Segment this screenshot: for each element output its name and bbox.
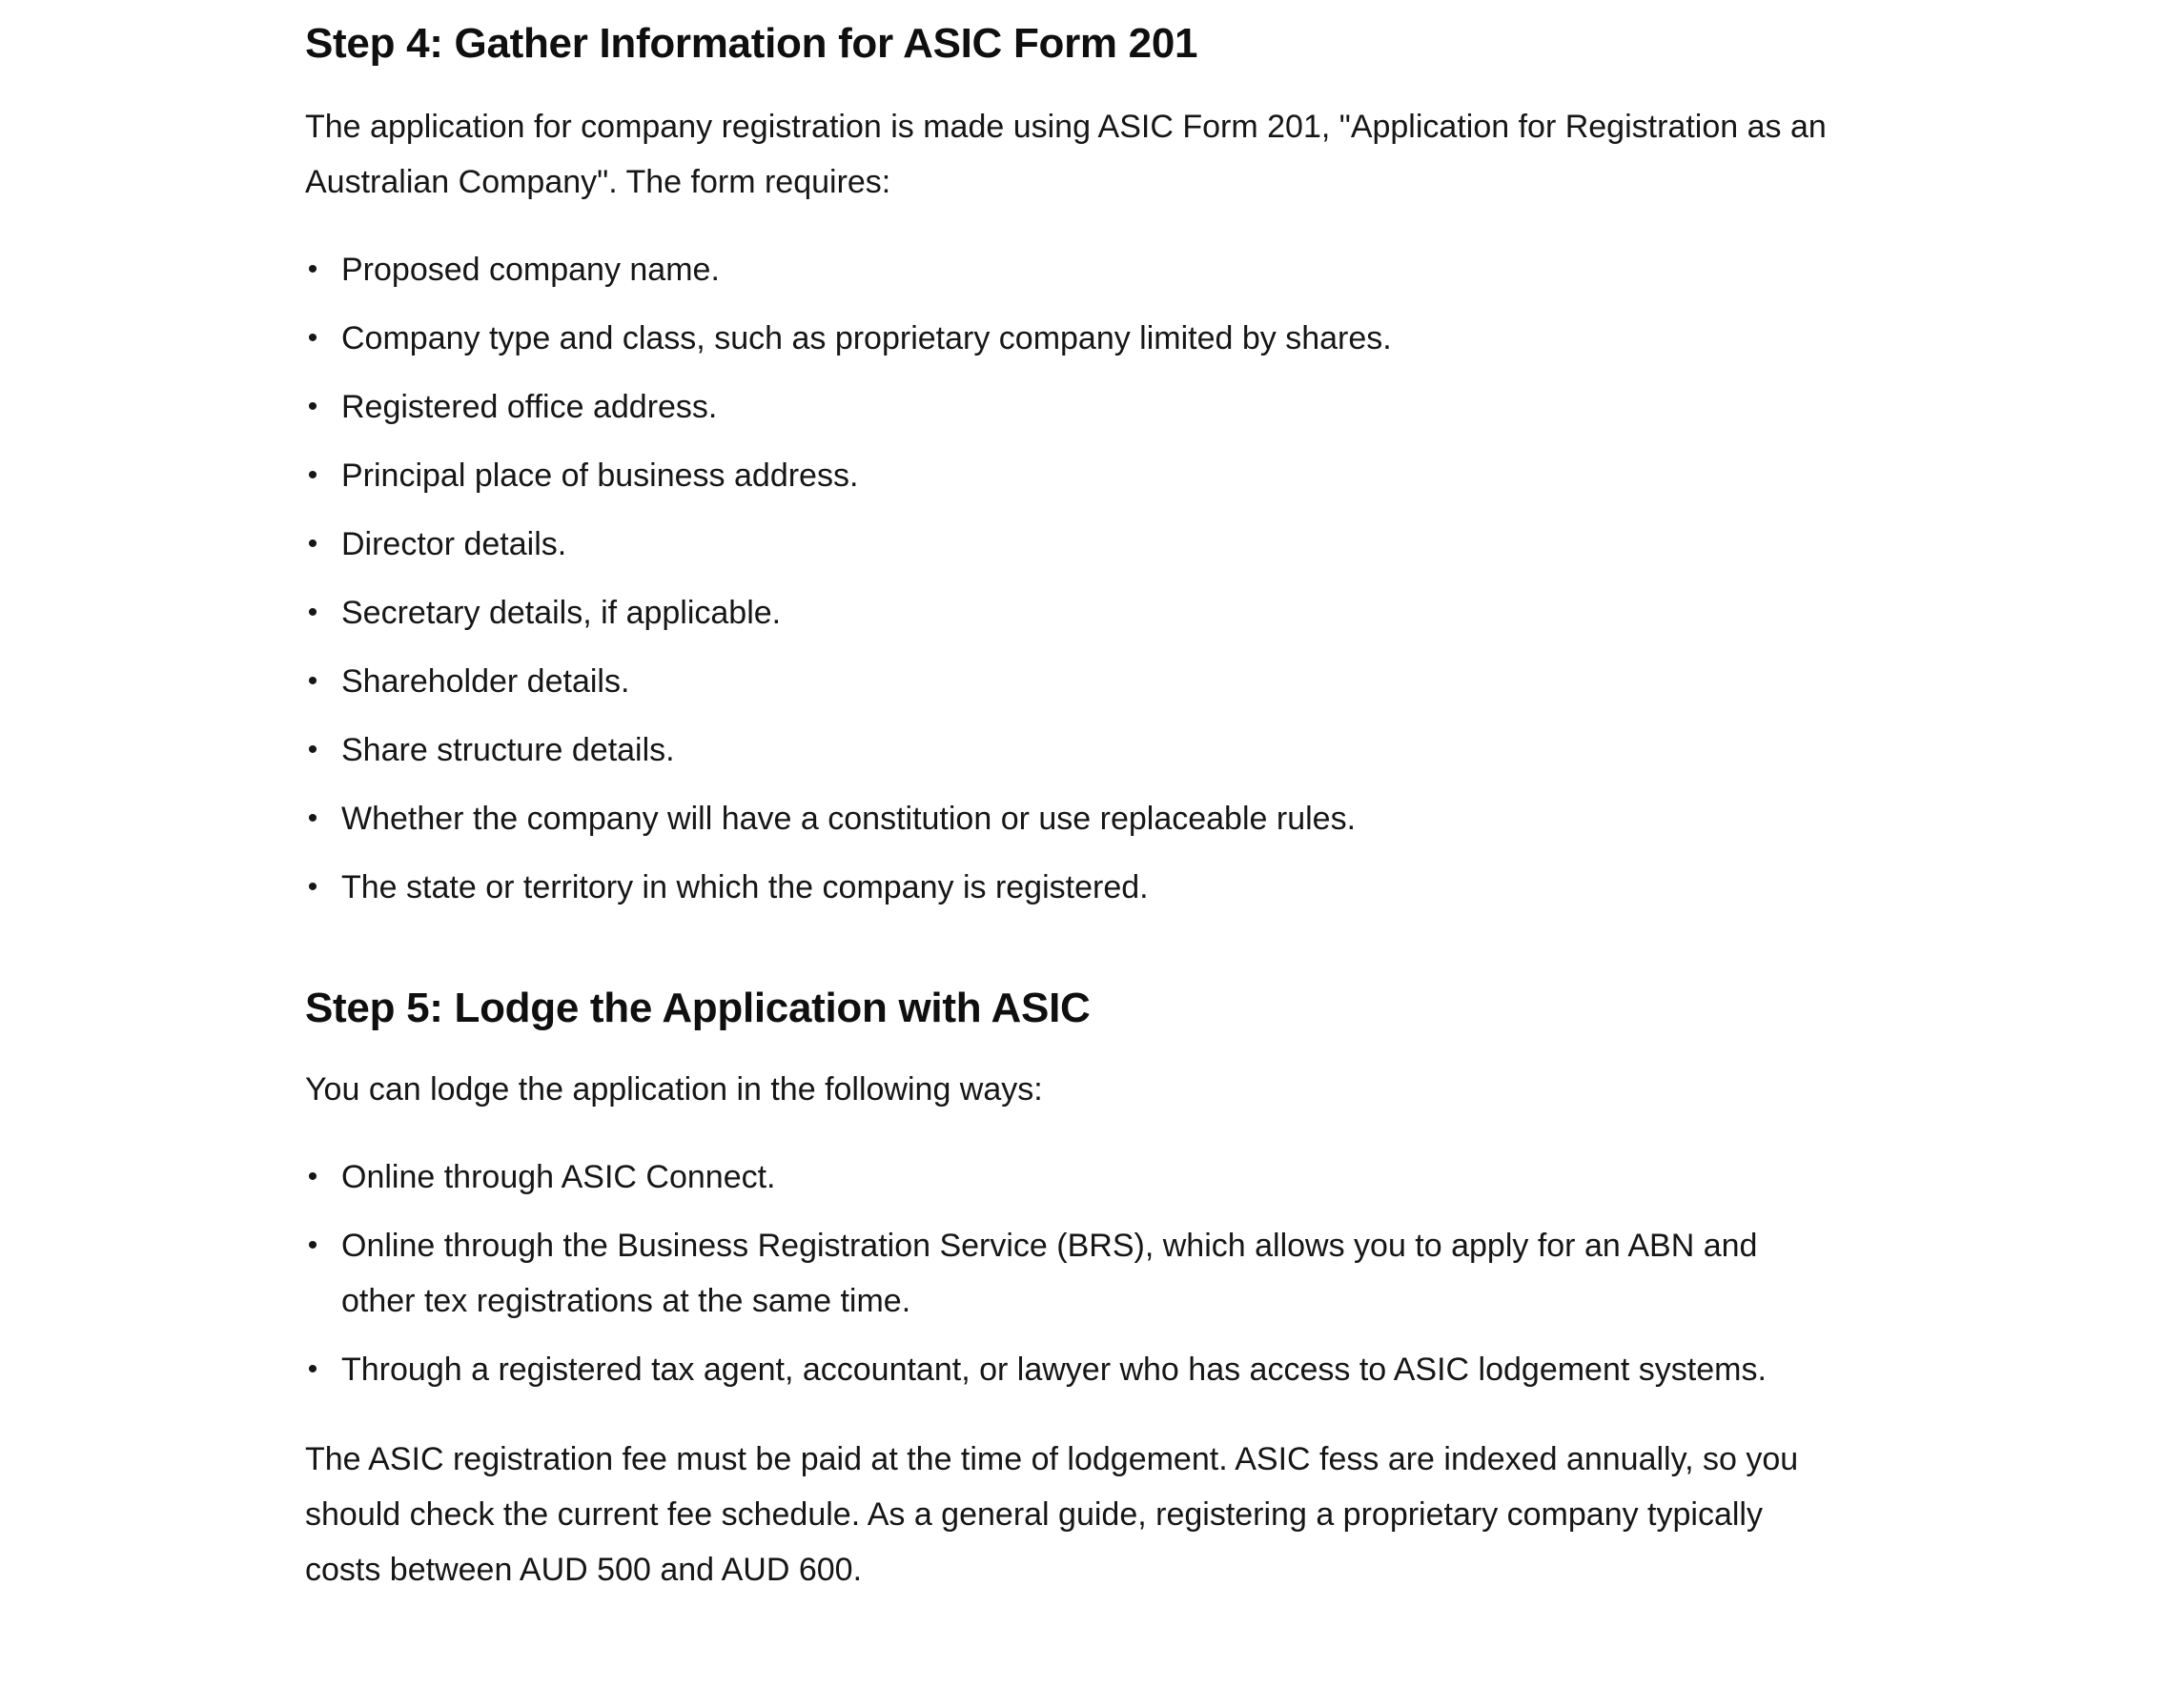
list-item (305, 860, 1830, 915)
bullet-icon: • (307, 1353, 318, 1385)
list-item (305, 1342, 1830, 1397)
bullet-icon: • (307, 528, 318, 559)
step-5-heading: Step 5: Lodge the Application with ASIC (305, 985, 1091, 1031)
list-item (305, 1218, 1830, 1329)
list-item (305, 242, 1830, 297)
list-item-text: Through a registered tax agent, accountant, or lawyer who has access to ASIC lodgement systems. (341, 1352, 1767, 1388)
list-item-text: Secretary details, if applicable. (341, 595, 782, 631)
list-item-text: Proposed company name. (341, 252, 720, 288)
step-4-heading: Step 4: Gather Information for ASIC Form 201 (305, 20, 1198, 67)
list-item-text: Registered office address. (341, 389, 718, 425)
bullet-icon: • (307, 803, 318, 834)
list-item (305, 379, 1830, 435)
list-item (305, 722, 1830, 778)
list-item (305, 448, 1830, 503)
bullet-icon: • (307, 1161, 318, 1192)
list-item (305, 1149, 1830, 1205)
list-item-text: Online through the Business Registration Service (BRS), which allows you to apply for an ABN and other tex registrations at the same time. (341, 1228, 1758, 1319)
step-4-intro-paragraph: The application for company registration is made using ASIC Form 201, "Application for Registration as an Australian Company". The form requires: (305, 109, 1827, 200)
bullet-icon: • (307, 1230, 318, 1261)
list-item-text: Whether the company will have a constitution or use replaceable rules. (341, 801, 1357, 837)
bullet-icon: • (307, 665, 318, 697)
bullet-icon: • (307, 391, 318, 422)
list-item-text: The state or territory in which the company is registered. (341, 869, 1149, 905)
form-requirements-list (305, 242, 1830, 915)
bullet-icon: • (307, 459, 318, 491)
fee-paragraph: The ASIC registration fee must be paid at the time of lodgement. ASIC fess are indexed annually, so you should check the current fee schedule. As a general guide, registering a proprietary company typically costs between AUD 500 and AUD 600. (305, 1441, 1799, 1588)
list-item-text: Share structure details. (341, 732, 675, 768)
list-item-text: Online through ASIC Connect. (341, 1159, 776, 1195)
bullet-icon: • (307, 254, 318, 285)
list-item-text: Principal place of business address. (341, 458, 859, 494)
document-page (305, 0, 1830, 1597)
list-item-text: Shareholder details. (341, 663, 630, 700)
list-item (305, 311, 1830, 366)
bullet-icon: • (307, 322, 318, 354)
list-item-text: Director details. (341, 526, 567, 562)
list-item (305, 585, 1830, 640)
list-item-text: Company type and class, such as proprietary company limited by shares. (341, 320, 1392, 356)
list-item (305, 791, 1830, 846)
lodgement-methods-list (305, 1149, 1830, 1397)
list-item (305, 517, 1830, 572)
bullet-icon: • (307, 734, 318, 765)
bullet-icon: • (307, 871, 318, 903)
list-item (305, 654, 1830, 709)
step-5-intro-paragraph: You can lodge the application in the following ways: (305, 1071, 1043, 1108)
bullet-icon: • (307, 597, 318, 628)
